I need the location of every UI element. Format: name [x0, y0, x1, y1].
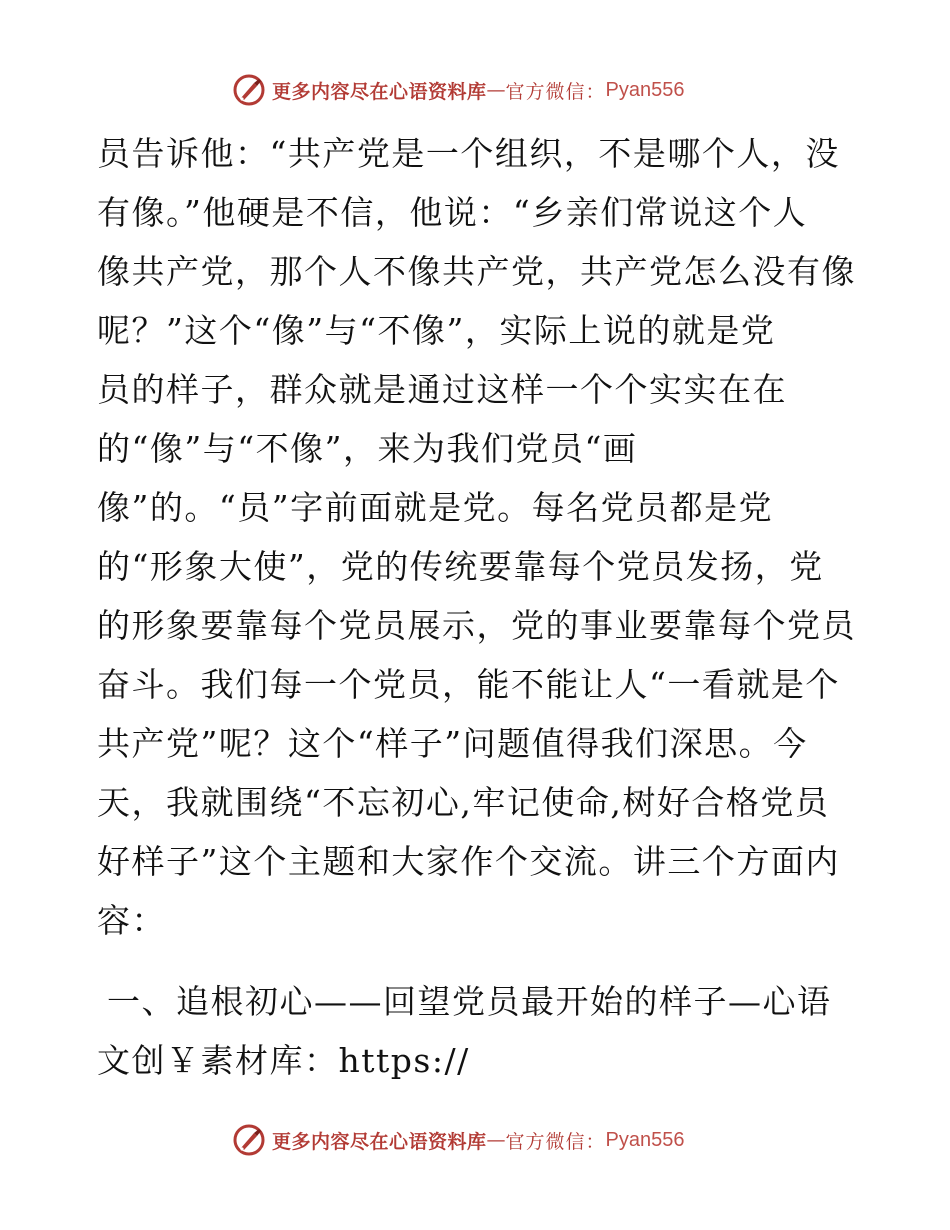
body-text — [97, 124, 857, 1090]
section-heading: 一、追根初心——回望党员最开始的样子—心语 — [107, 982, 832, 1021]
body-line: 共产党”呢？这个“样子”问题值得我们深思。今 — [97, 724, 808, 763]
banner-wechat-id: Pyan556 — [605, 1128, 685, 1151]
paragraph-spacer — [97, 950, 857, 972]
banner-separator: — — [486, 79, 506, 101]
banner-separator: — — [486, 1129, 506, 1151]
body-line: 的“像”与“不像”，来为我们党员“画 — [97, 429, 638, 468]
body-line: 奋斗。我们每一个党员，能不能让人“一看就是个 — [97, 665, 840, 704]
banner-site-name: 更多内容尽在心语资料库 — [272, 1130, 487, 1153]
body-line: 有像。”他硬是不信，他说：“乡亲们常说这个人 — [97, 193, 808, 232]
body-line: 容： — [97, 901, 166, 940]
footer-watermark-banner — [232, 1120, 685, 1160]
body-line: 呢？”这个“像”与“不像”，实际上说的就是党 — [97, 311, 776, 350]
banner-site-name: 更多内容尽在心语资料库 — [272, 80, 487, 103]
body-line: 天，我就围绕“不忘初心,牢记使命,树好合格党员 — [97, 783, 830, 822]
body-line: 员的样子，群众就是通过这样一个个实实在在 — [97, 370, 787, 409]
body-line: 员告诉他：“共产党是一个组织，不是哪个人，没 — [97, 134, 840, 173]
banner-wechat-id: Pyan556 — [605, 78, 685, 101]
body-line: 的形象要靠每个党员展示，党的事业要靠每个党员 — [97, 606, 856, 645]
body-line: 好样子”这个主题和大家作个交流。讲三个方面内 — [97, 842, 840, 881]
header-watermark-banner — [232, 70, 685, 110]
body-line: 的“形象大使”，党的传统要靠每个党员发扬，党 — [97, 547, 824, 586]
body-line: 像共产党，那个人不像共产党，共产党怎么没有像 — [97, 252, 856, 291]
pen-logo-icon — [232, 73, 266, 107]
body-line: 像”的。“员”字前面就是党。每名党员都是党 — [97, 488, 774, 527]
banner-wechat-label: 官方微信： — [505, 1130, 606, 1153]
pen-logo-icon — [232, 1123, 266, 1157]
section-heading-continuation: 文创￥素材库：https:// — [97, 1041, 470, 1080]
banner-wechat-label: 官方微信： — [505, 80, 606, 103]
